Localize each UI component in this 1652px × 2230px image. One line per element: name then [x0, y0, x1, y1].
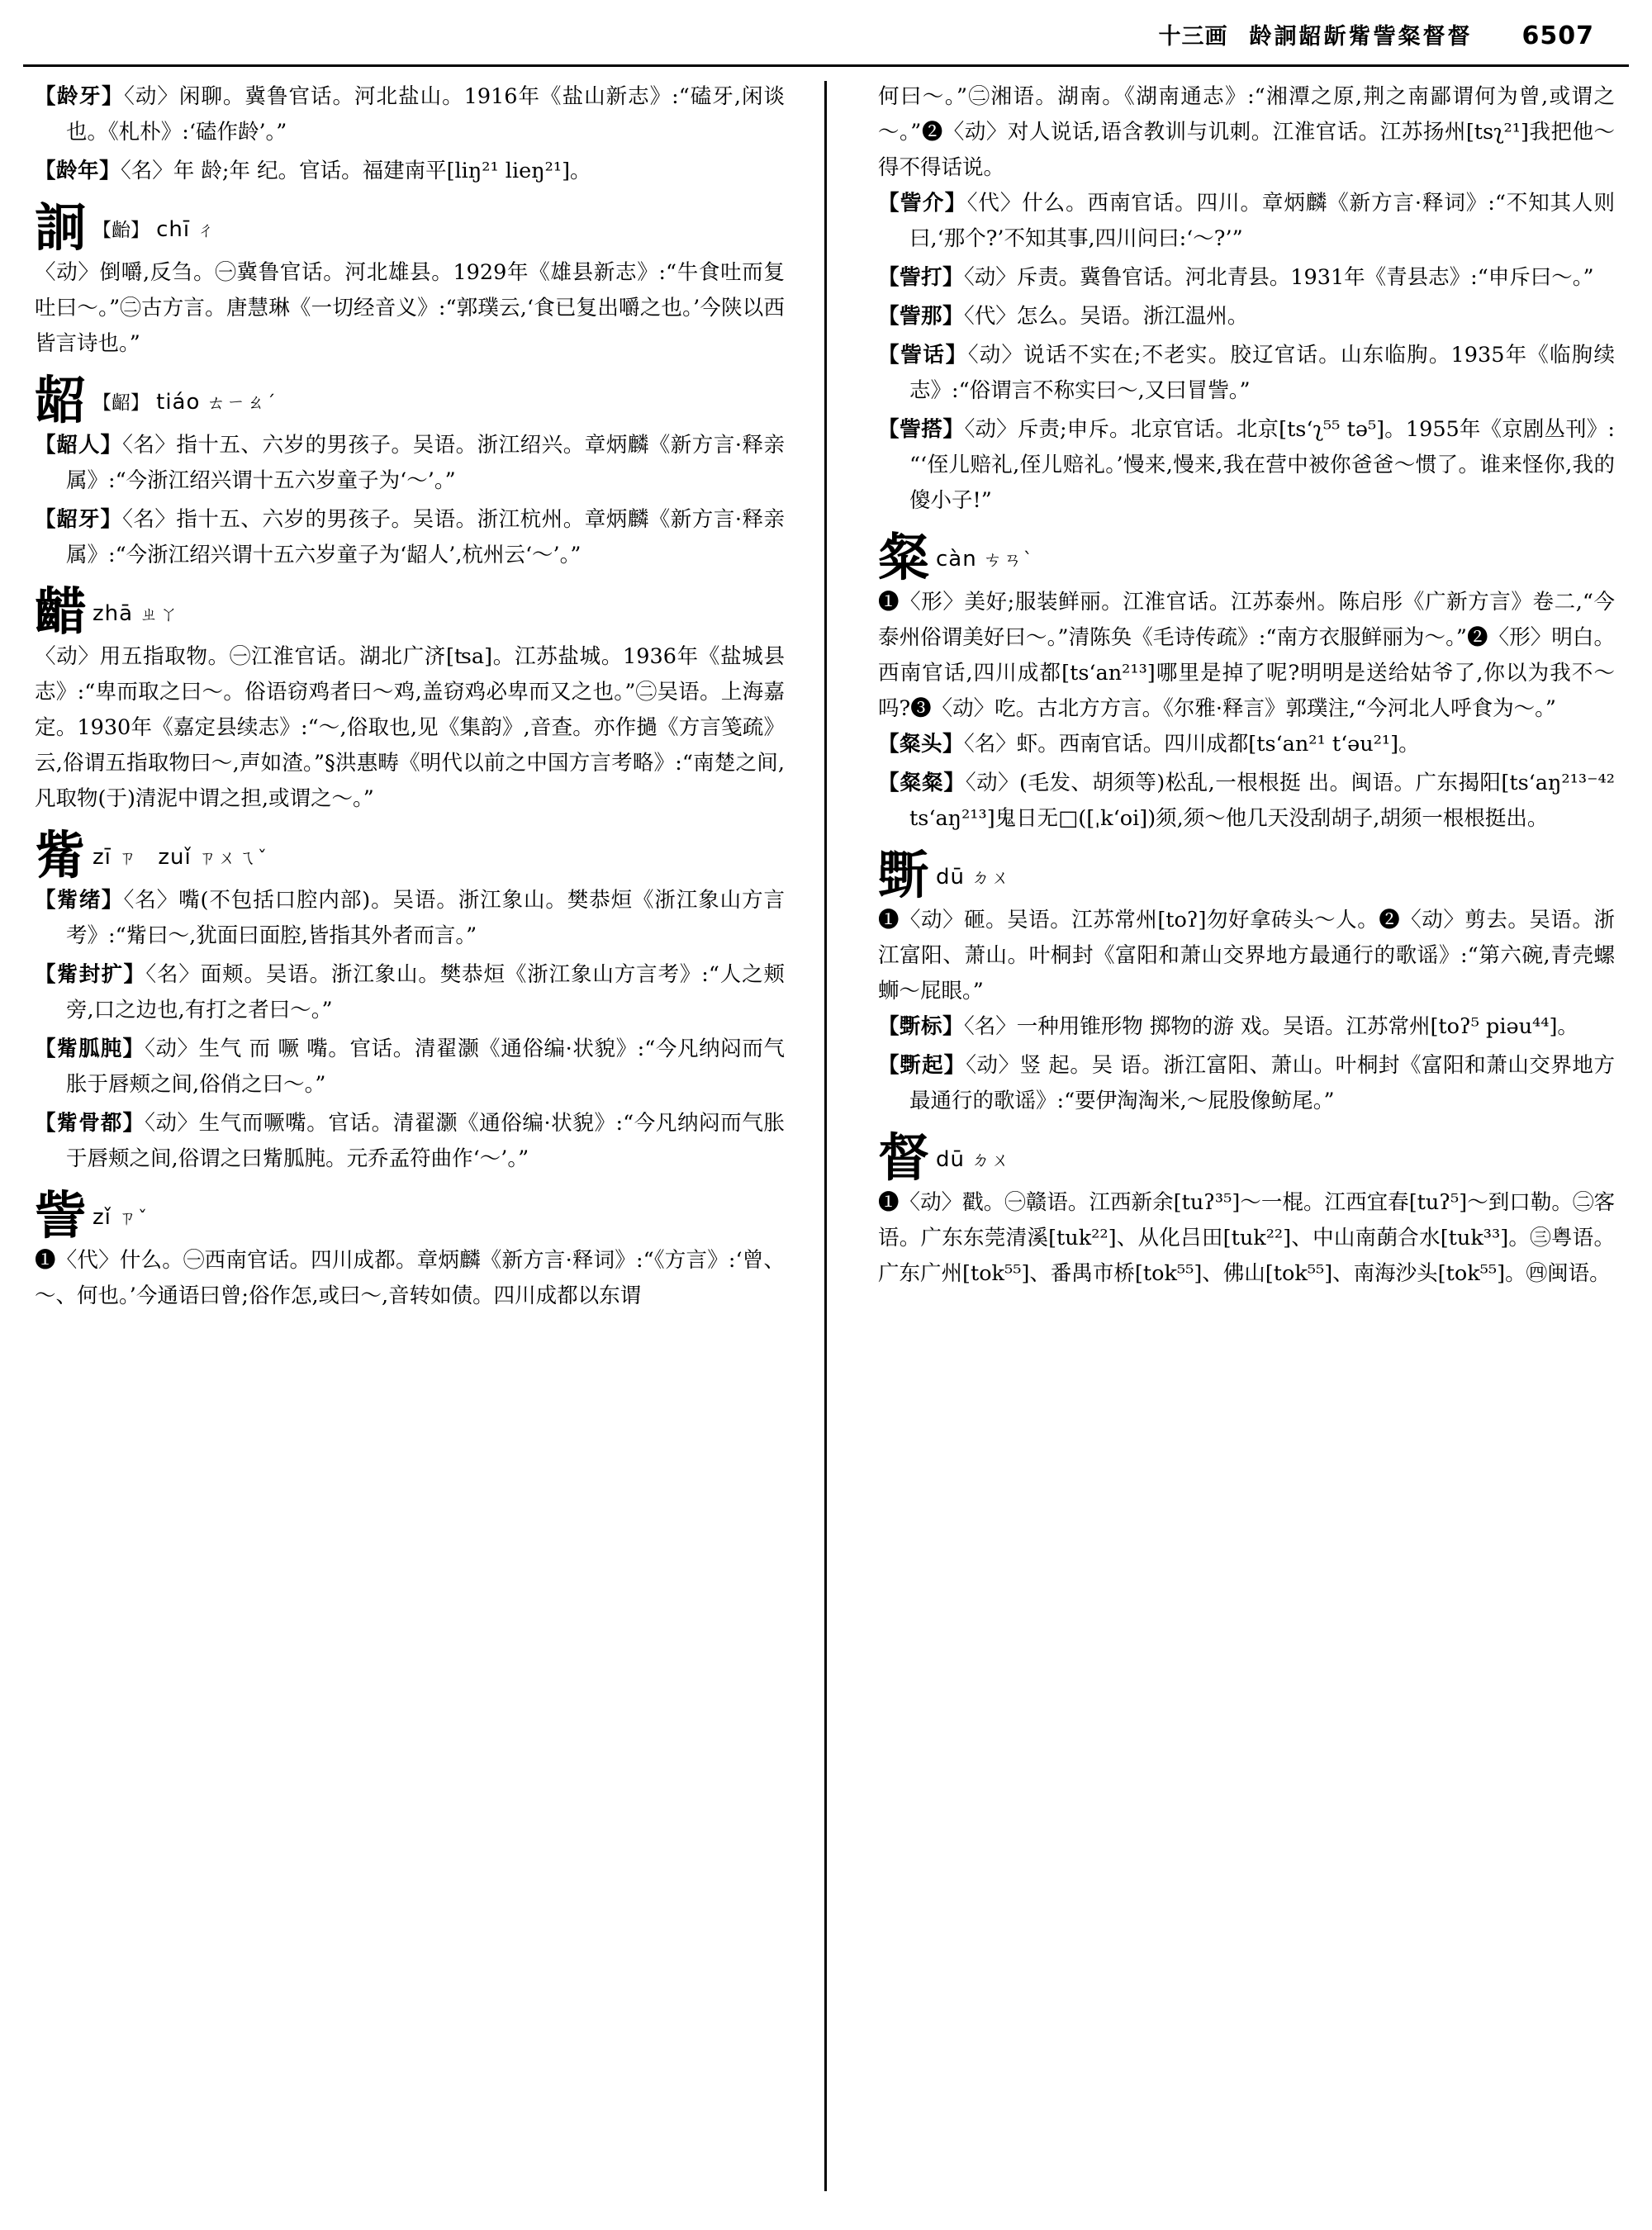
bopomofo: ㄉㄨ	[971, 868, 1012, 889]
bigchar-head	[93, 202, 216, 249]
page-header	[0, 18, 1652, 61]
bigchar-head	[93, 586, 179, 633]
bigchar-chi-block	[35, 197, 785, 258]
entry-headword: 【訾话】	[878, 343, 968, 368]
entry-headword: 【龄牙】	[35, 84, 125, 109]
entry-cancan	[878, 766, 1615, 837]
entry-dubiao	[878, 1009, 1615, 1045]
bopomofo: ㄗ	[118, 848, 139, 869]
pinyin: chī	[156, 217, 191, 242]
entry-headword: 【斲标】	[878, 1014, 965, 1039]
bopomofo: ㄓㄚ	[140, 605, 180, 625]
entry-body: 〈动〉说话不实在;不老实。胶辽官话。山东临朐。1935年《临朐续志》:“俗谓言不称实曰～,又曰冒訾。”	[909, 343, 1615, 403]
bopomofo: ㄗˇ	[118, 1208, 150, 1229]
bigchar-zi2-body: ❶〈代〉什么。㊀西南官话。四川成都。章炳麟《新方言·释词》:“《方言》:‘曾、～、何也。’今通语曰曾;俗作怎,或曰～,音转如债。四川成都以东谓	[35, 1248, 785, 1308]
bigchar-zi2-block	[35, 1185, 785, 1245]
left-column	[23, 79, 809, 2210]
entry-zifengkuo	[35, 957, 785, 1028]
entry-body: 〈动〉生气而噘嘴。官话。清翟灏《通俗编·状貌》:“今凡纳闷而气胀于唇颊之间,俗谓之曰觜胍肫。元乔孟符曲作‘～’。”	[66, 1111, 785, 1171]
entry-body: 〈名〉虾。西南官话。四川成都[tsʻan²¹ tʻəu²¹]。	[964, 732, 1420, 757]
entry-zigudu	[35, 1106, 785, 1177]
entry-zihua	[878, 338, 1615, 409]
entry-tiaoren	[35, 428, 785, 499]
entry-headword: 【粲粲】	[878, 771, 966, 795]
bigchar-du-block	[878, 845, 1615, 905]
pinyin: zī	[93, 845, 112, 870]
entry-lingnian	[35, 154, 785, 189]
entry-lingya	[35, 79, 785, 150]
entry-body: 〈动〉竖 起。吴 语。浙江富阳、萧山。叶桐封《富阳和萧山交界地方最通行的歌谣》:“要伊淘淘米,～屁股像鲂尾。”	[909, 1053, 1615, 1113]
entry-headword: 【斲起】	[878, 1053, 966, 1078]
pinyin: tiáo	[156, 390, 201, 415]
entry-headword: 【觜绪】	[35, 888, 124, 913]
pinyin-alt: zuǐ	[158, 845, 192, 870]
entry-ziguntun	[35, 1032, 785, 1103]
entry-body: 〈代〉什么。西南官话。四川。章炳麟《新方言·释词》:“不知其人则曰,‘那个?’不知其事,四川问曰:‘～?’”	[909, 191, 1615, 251]
pinyin: zǐ	[93, 1205, 112, 1230]
entry-headword: 【觜骨都】	[35, 1111, 145, 1136]
bigchar-glyph: 斲	[878, 845, 930, 905]
entry-body: 〈动〉(毛发、胡须等)松乱,一根根挺 出。闽语。广东揭阳[tsʻaŋ²¹³⁻⁴² tsʻaŋ²¹³]鬼日无□([ˌkʻoi])须,须～他几天没刮胡子,胡须一根根挺出。	[909, 771, 1615, 831]
entry-tiaoya	[35, 502, 785, 573]
entry-zida2	[878, 412, 1615, 519]
header-rule	[23, 64, 1629, 67]
entry-zida	[878, 260, 1615, 296]
entry-headword: 【訾打】	[878, 265, 965, 290]
bigchar-head	[93, 1190, 149, 1236]
right-column	[842, 79, 1628, 2210]
column-divider	[824, 81, 827, 2191]
bigchar-head	[93, 830, 268, 876]
bopomofo: ㄔ	[197, 221, 217, 241]
bigchar-zha-body: 〈动〉用五指取物。㊀江淮官话。湖北广济[ʦa]。江苏盐城。1936年《盐城县志》:“卑而取之曰～。俗语窃鸡者曰～鸡,盖窃鸡必卑而又之也。”㊁吴语。上海嘉定。1930年《嘉定县续志》:“～,俗取也,见《集韵》,音查。亦作撾《方言笺疏》云,俗谓五指取物曰～,声如渣。”§洪惠畴《明代以前之中国方言考略》:“南楚之间,凡取物(于)清泥中谓之担,或谓之～。”	[35, 644, 785, 811]
entry-headword: 【訾那】	[878, 304, 965, 329]
entry-body: 〈名〉嘴(不包括口腔内部)。吴语。浙江象山。樊恭烜《浙江象山方言考》:“觜曰～,犹面曰面腔,皆指其外者而言。”	[66, 888, 785, 948]
bigchar-head	[936, 532, 1034, 578]
entry-cantou	[878, 727, 1615, 762]
bopomofo-alt: ㄗㄨㄟˇ	[197, 848, 268, 869]
bopomofo: ㄘㄢˋ	[983, 550, 1034, 571]
entry-body: 〈名〉面颊。吴语。浙江象山。樊恭烜《浙江象山方言考》:“人之颊旁,口之边也,有打之者曰～。”	[66, 962, 785, 1022]
bigchar-glyph: 督	[878, 1127, 930, 1188]
entry-headword: 【粲头】	[878, 732, 965, 757]
bigchar-can-body: ❶〈形〉美好;服装鲜丽。江淮官话。江苏泰州。陈启彤《广新方言》卷二,“今泰州俗谓美好曰～。”清陈奂《毛诗传疏》:“南方衣服鲜丽为～。”❷〈形〉明白。西南官话,四川成都[tsʻan²¹³]哪里是掉了呢?明明是送给姑爷了,你以为我不～吗?❸〈动〉吃。古北方方言。《尔雅·释言》郭璞注,“今河北人呼食为～。”	[878, 590, 1615, 721]
page-header-inner	[1159, 18, 1595, 50]
pinyin: dū	[936, 865, 965, 890]
entry-headword: 【訾介】	[878, 191, 967, 216]
header-section-label: 十三画	[1158, 24, 1228, 50]
entry-body: 〈动〉斥责;申斥。北京官话。北京[tsʻʅ⁵⁵ tə⁵]。1955年《京剧丛刊》:“‘侄儿赔礼,侄儿赔礼。’慢来,慢来,我在营中被你爸爸～惯了。谁来怪你,我的傻小子!”	[909, 417, 1615, 513]
bigchar-glyph: 龆	[35, 370, 87, 430]
entry-body: 〈名〉指十五、六岁的男孩子。吴语。浙江杭州。章炳麟《新方言·释亲属》:“今浙江绍兴谓十五六岁童子为‘龆人’,杭州云‘～’。”	[66, 507, 785, 567]
entry-headword: 【觜胍肫】	[35, 1037, 145, 1061]
entry-body: 〈名〉指十五、六岁的男孩子。吴语。浙江绍兴。章炳麟《新方言·释亲属》:“今浙江绍兴谓十五六岁童子为‘～’。”	[66, 433, 785, 493]
entry-headword: 【觜封扩】	[35, 962, 146, 987]
page-columns	[23, 79, 1629, 2210]
entry-body: 〈代〉怎么。吴语。浙江温州。	[964, 304, 1249, 329]
bigchar-glyph: 詗	[35, 197, 87, 258]
bigchar-du-body: ❶〈动〉砸。吴语。江苏常州[toʔ]勿好拿砖头～人。❷〈动〉剪去。吴语。浙江富阳、萧山。叶桐封《富阳和萧山交界地方最通行的歌谣》:“第六碗,青壳螺蛳～屁眼。”	[878, 908, 1615, 1004]
bigchar-glyph: 訾	[35, 1185, 87, 1245]
entry-headword: 【龆牙】	[35, 507, 123, 532]
bigchar-chi-body: 〈动〉倒嚼,反刍。㊀冀鲁官话。河北雄县。1929年《雄县新志》:“牛食吐而复吐曰～。”㊁古方言。唐慧琳《一切经音义》:“郭璞云,‘食已复出嚼之也。’今陕以西皆言诗也。”	[35, 260, 785, 356]
bigchar-zi-block	[35, 825, 785, 885]
bigchar-head	[936, 1132, 1011, 1179]
bopomofo: ㄉㄨ	[971, 1151, 1012, 1171]
bigchar-head	[93, 375, 278, 421]
entry-body: 〈动〉闲聊。冀鲁官话。河北盐山。1916年《盐山新志》:“磕牙,闲谈也。《札朴》:‘磕作龄’。”	[66, 84, 785, 145]
header-characters-list: 龄詗龆龂觜訾粲督督	[1249, 24, 1473, 50]
entry-body: 〈名〉年 龄;年 纪。官话。福建南平[liŋ²¹ lieŋ²¹]。	[121, 159, 591, 183]
bigchar-glyph: 粲	[878, 527, 930, 587]
entry-body: 〈动〉生气 而 噘 嘴。官话。清翟灏《通俗编·状貌》:“今凡纳闷而气胀于唇颊之间,俗俏之曰～。”	[66, 1037, 785, 1097]
entry-body: 〈名〉一种用锥形物 掷物的游 戏。吴语。江苏常州[toʔ⁵ piəu⁴⁴]。	[964, 1014, 1578, 1039]
entry-headword: 【龆人】	[35, 433, 123, 458]
entry-zijie	[878, 186, 1615, 257]
page-number: 6507	[1521, 21, 1594, 50]
bopomofo: ㄊㄧㄠˊ	[206, 393, 278, 414]
pinyin: dū	[936, 1147, 965, 1172]
entry-headword: 【龄年】	[35, 159, 121, 183]
entry-zixu	[35, 883, 785, 954]
variant-form: 【齠】	[93, 392, 150, 414]
entry-duqi	[878, 1048, 1615, 1119]
variant-form: 【齝】	[93, 220, 150, 241]
entry-zina	[878, 299, 1615, 334]
bigchar-can-block	[878, 527, 1615, 587]
bigchar-du2-block	[878, 1127, 1615, 1188]
pinyin: zhā	[93, 601, 134, 626]
entry-headword: 【訾搭】	[878, 417, 965, 442]
bigchar-tiao-block	[35, 370, 785, 430]
continuation-zi2: 何曰～。”㊁湘语。湖南。《湖南通志》:“湘潭之原,荆之南鄙谓何为曾,或谓之～。”❷〈动〉对人说话,语含教训与讥刺。江淮官话。江苏扬州[tsʅ²¹]我把他～得不得话说。	[878, 84, 1615, 180]
bigchar-head	[936, 850, 1011, 896]
bigchar-du2-body: ❶〈动〉戳。㊀赣语。江西新余[tuʔ³⁵]～一棍。江西宜春[tuʔ⁵]～到口勒。㊁客语。广东东莞清溪[tuk²²]、从化吕田[tuk²²]、中山南蓢合水[tuk³³]。㊂粤语。广东广州[tok⁵⁵]、番禺市桥[tok⁵⁵]、佛山[tok⁵⁵]、南海沙头[tok⁵⁵]。㊃闽语。	[878, 1190, 1615, 1286]
bigchar-glyph: 觜	[35, 825, 87, 885]
entry-body: 〈动〉斥责。冀鲁官话。河北青县。1931年《青县志》:“申斥曰～。”	[964, 265, 1594, 290]
bigchar-zha-block	[35, 581, 785, 642]
pinyin: càn	[936, 547, 977, 572]
bigchar-glyph: 齰	[35, 581, 87, 642]
